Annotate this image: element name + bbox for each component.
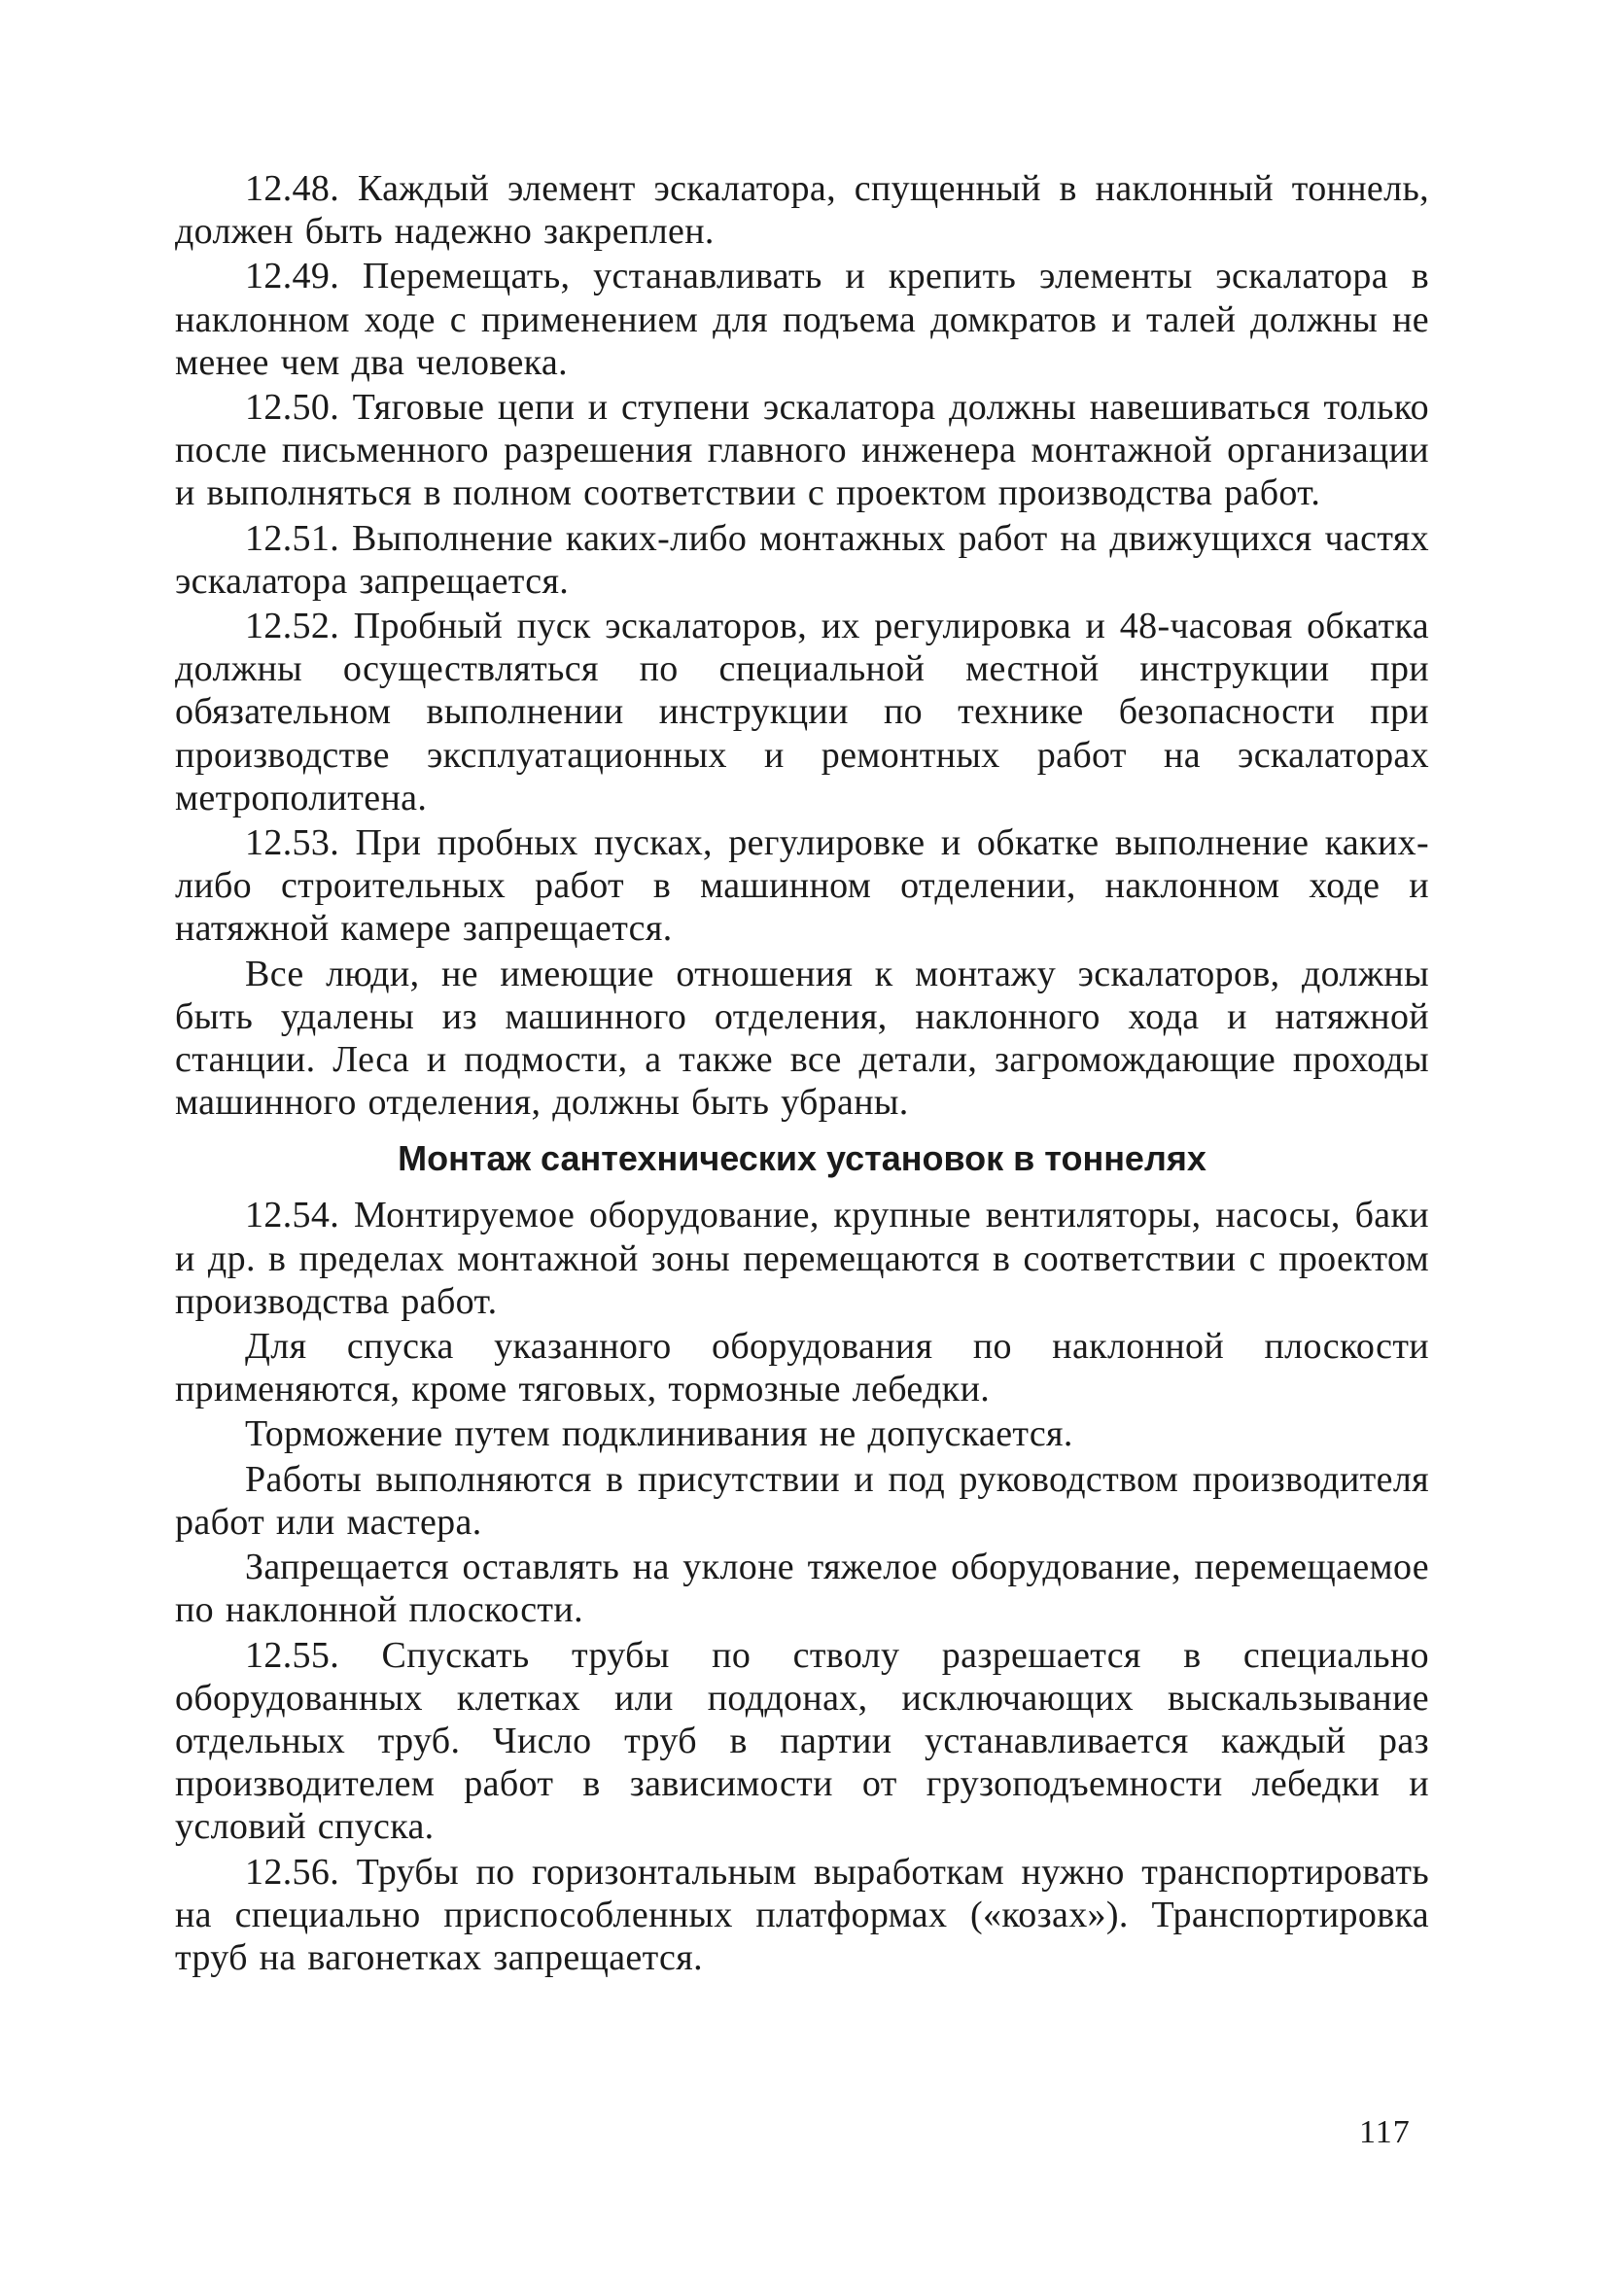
document-page xyxy=(175,167,1429,1981)
paragraph-12-53-continued: Все люди, не имеющие отношения к монтажу эскалаторов, должны быть удалены из машинного отделения, наклонного хода и натяжной станции. Леса и подмости, а также все детали, загромождающие проходы машинного отделения, должны быть убраны. xyxy=(175,953,1429,1124)
paragraph-12-48: 12.48. Каждый элемент эскалатора, спущенный в наклонный тоннель, должен быть надежно закреплен. xyxy=(175,168,1429,253)
paragraph-12-54-supervision: Работы выполняются в присутствии и под руководством производителя работ или мастера. xyxy=(175,1458,1429,1543)
paragraph-12-50: 12.50. Тяговые цепи и ступени эскалатора должны навешиваться только после письменного разрешения главного инженера монтажной организации и выполняться в полном соответствии с проектом производства работ. xyxy=(175,387,1429,514)
paragraph-12-54-descent: Для спуска указанного оборудования по наклонной плоскости применяются, кроме тяговых, тормозные лебедки. xyxy=(175,1326,1429,1410)
paragraph-12-55: 12.55. Спускать трубы по стволу разрешается в специально оборудованных клетках или поддонах, исключающих выскальзывание отдельных труб. Число труб в партии устанавливается каждый раз производителем работ в зависимости от грузоподъемности лебедки и условий спуска. xyxy=(175,1634,1429,1848)
paragraph-12-54: 12.54. Монтируемое оборудование, крупные вентиляторы, насосы, баки и др. в пределах монтажной зоны перемещаются в соответствии с проектом производства работ. xyxy=(175,1195,1429,1322)
page-number: 117 xyxy=(1359,2114,1411,2150)
paragraph-12-53: 12.53. При пробных пусках, регулировке и обкатке выполнение каких-либо строительных работ в машинном отделении, наклонном ходе и натяжной камере запрещается. xyxy=(175,822,1429,950)
paragraph-12-54-braking: Торможение путем подклинивания не допускается. xyxy=(245,1413,1073,1455)
paragraph-12-52: 12.52. Пробный пуск эскалаторов, их регулировка и 48-часовая обкатка должны осуществляться по специальной местной инструкции при обязательном выполнении инструкции по технике безопасности при производстве эксплуатационных и ремонтных работ на эскалаторах метрополитена. xyxy=(175,606,1429,818)
section-heading: Монтаж сантехнических установок в тоннелях xyxy=(398,1138,1206,1179)
paragraph-12-51: 12.51. Выполнение каких-либо монтажных работ на движущихся частях эскалатора запрещается. xyxy=(175,517,1429,602)
paragraph-12-54-slope: Запрещается оставлять на уклоне тяжелое оборудование, перемещаемое по наклонной плоскости. xyxy=(175,1547,1429,1631)
paragraph-12-56: 12.56. Трубы по горизонтальным выработкам нужно транспортировать на специально приспособленных платформах («козах»). Транспортировка труб на вагонетках запрещается. xyxy=(175,1851,1429,1978)
paragraph-12-49: 12.49. Перемещать, устанавливать и крепить элементы эскалатора в наклонном ходе с применением для подъема домкратов и талей должны не менее чем два человека. xyxy=(175,256,1429,383)
